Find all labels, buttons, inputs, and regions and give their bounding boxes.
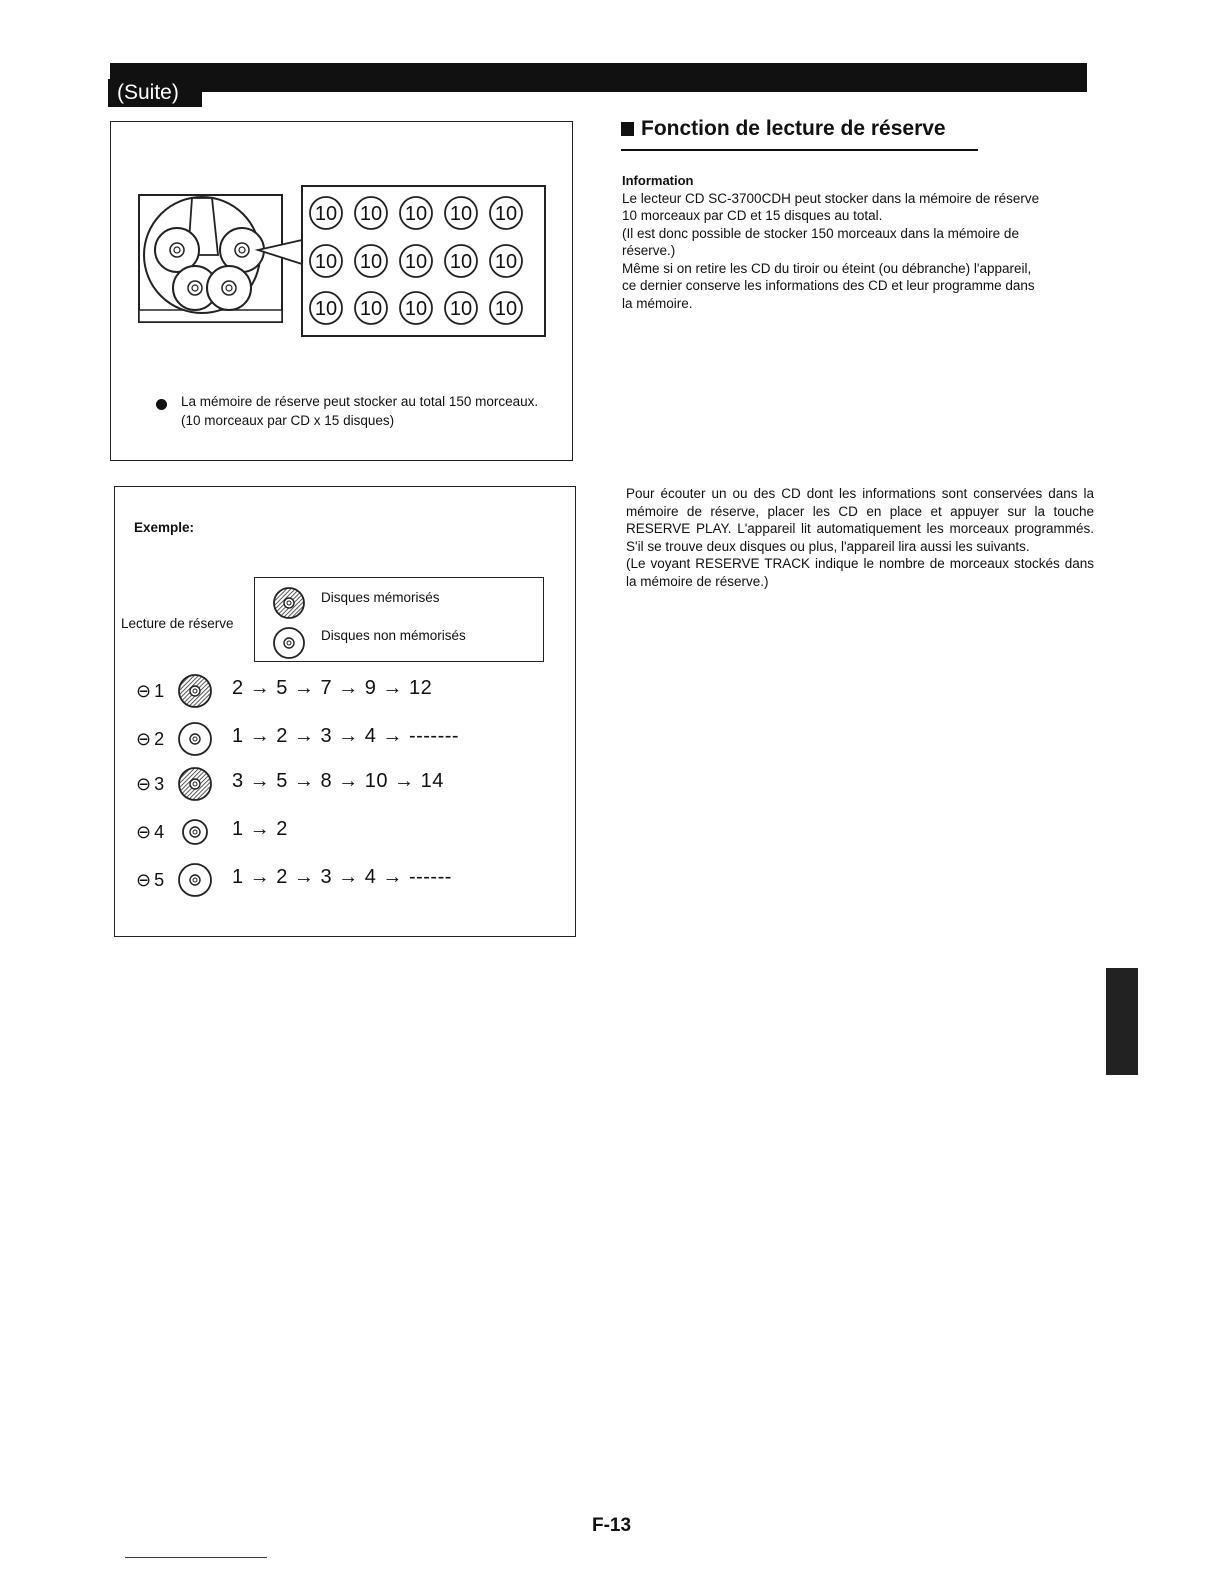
footer-rule <box>125 1557 267 1558</box>
section-title <box>621 117 946 141</box>
memorized-disc-icon <box>176 672 216 712</box>
memory-badge-value: 10 <box>404 251 428 273</box>
memory-badge <box>400 197 432 229</box>
legend-not-memorized-text: Disques non mémorisés <box>321 628 466 643</box>
memory-badge <box>355 245 387 277</box>
legend-label: Lecture de réserve <box>121 616 234 631</box>
memory-badge-value: 10 <box>359 203 383 225</box>
memory-badge-value: 10 <box>314 203 338 225</box>
tray-number: 3 <box>154 774 165 794</box>
memorized-disc-icon <box>272 586 308 622</box>
play-paragraph-note: (Le voyant RESERVE TRACK indique le nombre de morceaux stockés dans la mémoire de réserve.) <box>626 556 1094 589</box>
side-thumb-tab <box>1106 968 1138 1075</box>
tray-number: 2 <box>154 729 165 749</box>
info-line: Même si on retire les CD du tiroir ou éteint (ou débranche) l'appareil, <box>622 260 1032 276</box>
non-memorized-disc-icon <box>176 720 216 760</box>
info-heading: Information <box>622 173 694 188</box>
memory-badge-value: 10 <box>494 298 518 320</box>
tray-number: 4 <box>154 822 165 842</box>
memory-badge-value: 10 <box>314 298 338 320</box>
info-line: (Il est donc possible de stocker 150 morceaux dans la mémoire de <box>622 225 1019 241</box>
memory-badge <box>445 245 477 277</box>
memory-badge <box>490 245 522 277</box>
section-title-rule <box>621 149 978 151</box>
non-memorized-disc-icon <box>176 861 216 901</box>
memory-badge-value: 10 <box>449 203 473 225</box>
bullet-dot <box>156 399 167 410</box>
memory-badge-value: 10 <box>404 298 428 320</box>
page-number: F-13 <box>592 1515 632 1536</box>
tray-icon <box>136 822 164 843</box>
info-line: 10 morceaux par CD et 15 disques au total. <box>622 208 883 223</box>
tray-icon <box>136 729 164 750</box>
memory-badge <box>355 197 387 229</box>
tray-symbol-icon: ⊖ <box>136 870 152 890</box>
track-sequence: 1 → 2 → 3 → 4 → ------ <box>232 866 452 888</box>
example-row <box>136 720 536 760</box>
non-memorized-disc-icon <box>176 813 216 853</box>
track-sequence: 1 → 2 → 3 → 4 → ------- <box>232 725 460 747</box>
tray-icon <box>136 681 164 702</box>
carousel-disc-4 <box>207 266 251 310</box>
tray-symbol-icon: ⊖ <box>136 681 152 701</box>
non-memorized-disc-icon <box>272 626 308 662</box>
example-row <box>136 861 536 901</box>
legend-memorized-text: Disques mémorisés <box>321 590 440 605</box>
memorized-disc-icon <box>176 765 216 805</box>
reserve-play-paragraph <box>626 485 1094 590</box>
memory-badge <box>400 245 432 277</box>
memory-badge <box>310 292 342 324</box>
play-paragraph-main: Pour écouter un ou des CD dont les informations sont conservées dans la mémoire de réserve, placer les CD en place et appuyer sur la touche RESERVE PLAY. L'appareil lit automatiquement les morceaux programmés. S'il se trouve deux disques ou plus, l'appareil lira aussi les suivants. <box>626 486 1094 554</box>
disc-tray-illustration <box>130 180 555 340</box>
header-band <box>110 63 1087 92</box>
memory-badge-value: 10 <box>404 203 428 225</box>
memory-badge <box>355 292 387 324</box>
header-label: (Suite) <box>108 79 202 107</box>
memory-badge-value: 10 <box>359 251 383 273</box>
info-block <box>622 172 1092 312</box>
info-line: Le lecteur CD SC-3700CDH peut stocker dans la mémoire de réserve <box>622 190 1040 206</box>
tray-number: 1 <box>154 681 165 701</box>
info-line: réserve.) <box>622 243 676 258</box>
memory-badge-value: 10 <box>449 251 473 273</box>
memory-badge <box>445 197 477 229</box>
example-row <box>136 813 536 853</box>
tray-symbol-icon: ⊖ <box>136 774 152 794</box>
memory-badge <box>445 292 477 324</box>
tray-number: 5 <box>154 870 165 890</box>
square-bullet-icon <box>621 122 634 136</box>
tray-icon <box>136 774 164 795</box>
tray-icon <box>136 870 164 891</box>
info-line: ce dernier conserve les informations des CD et leur programme dans <box>622 278 1035 293</box>
memory-badge <box>400 292 432 324</box>
bullet-text: La mémoire de réserve peut stocker au total 150 morceaux. (10 morceaux par CD x 15 disques) <box>181 394 539 428</box>
section-title-text: Fonction de lecture de réserve <box>641 117 946 140</box>
tray-symbol-icon: ⊖ <box>136 729 152 749</box>
tray-symbol-icon: ⊖ <box>136 822 152 842</box>
example-row <box>136 672 536 712</box>
memory-badge-value: 10 <box>449 298 473 320</box>
memory-badge <box>310 245 342 277</box>
memory-badge-value: 10 <box>494 251 518 273</box>
memory-badge <box>490 292 522 324</box>
memory-badge-value: 10 <box>494 203 518 225</box>
track-sequence: 2 → 5 → 7 → 9 → 12 <box>232 677 433 699</box>
info-line: la mémoire. <box>622 295 693 311</box>
memory-badge <box>310 197 342 229</box>
memory-badge <box>490 197 522 229</box>
memory-badge-value: 10 <box>359 298 383 320</box>
track-sequence: 3 → 5 → 8 → 10 → 14 <box>232 770 444 792</box>
memory-badge-value: 10 <box>314 251 338 273</box>
track-sequence: 1 → 2 <box>232 818 288 840</box>
example-row <box>136 765 536 805</box>
memory-grid <box>310 197 522 324</box>
example-title: Exemple: <box>134 520 195 535</box>
